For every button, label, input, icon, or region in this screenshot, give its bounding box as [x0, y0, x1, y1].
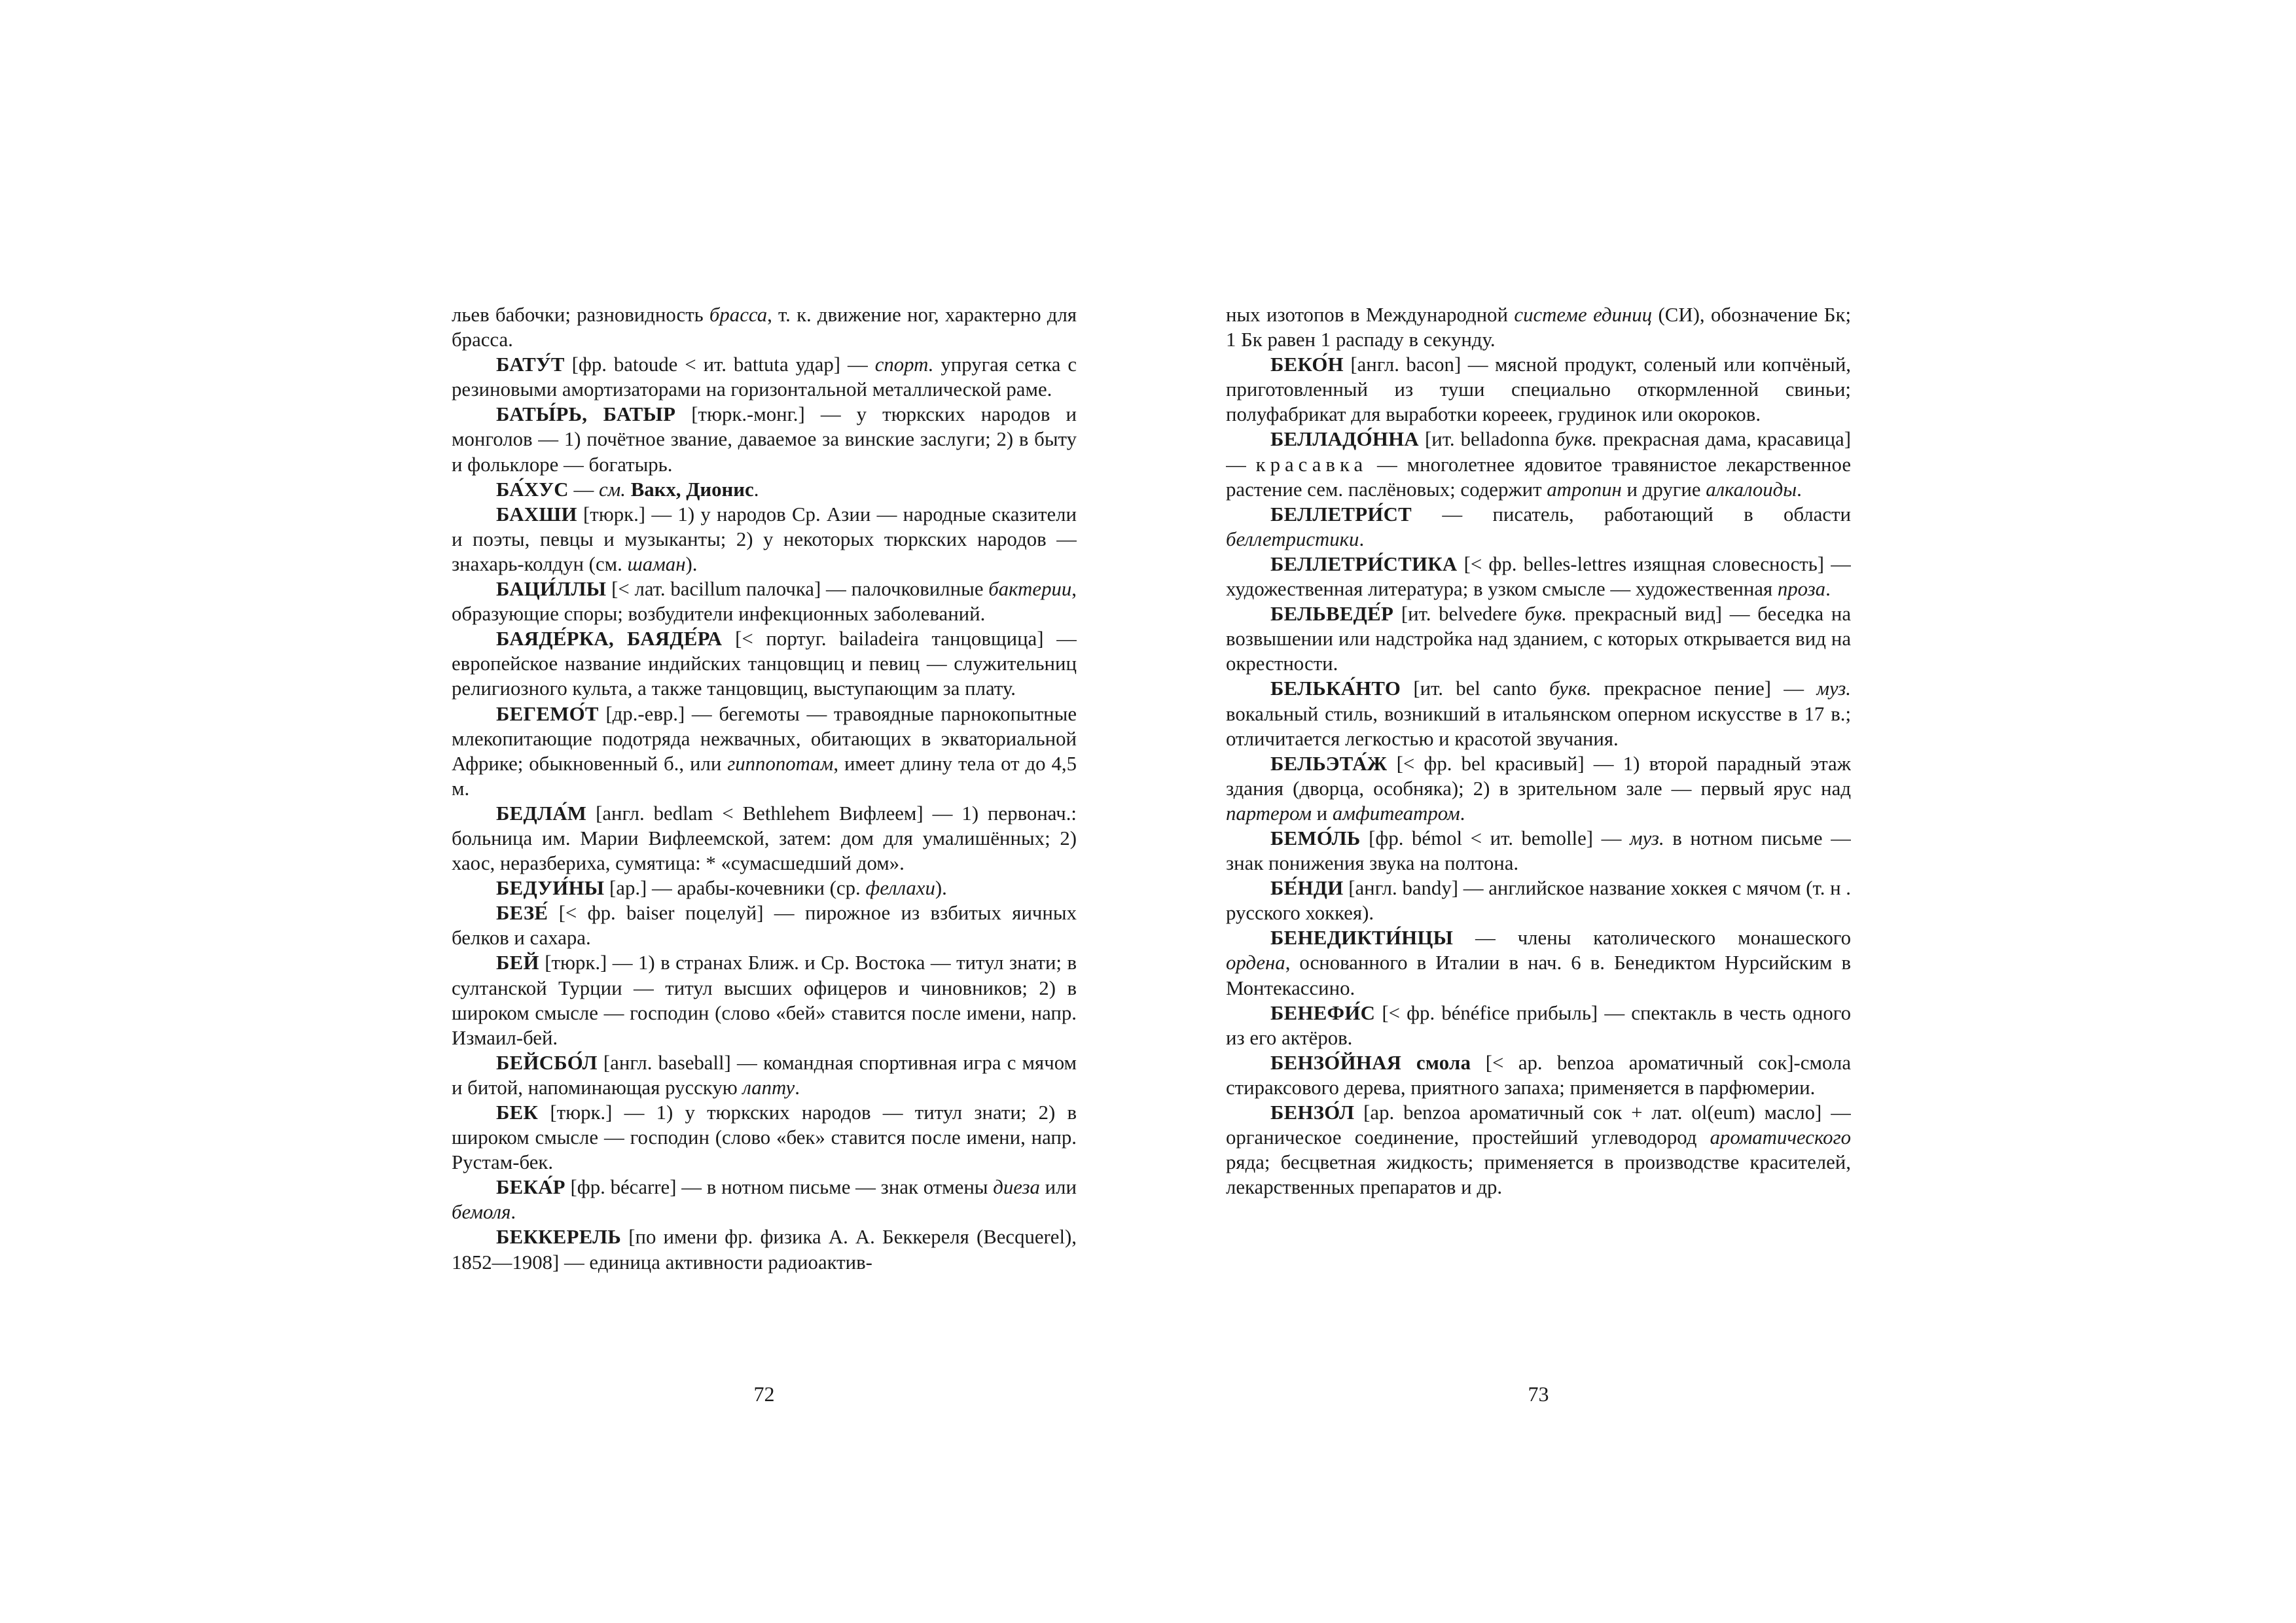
entry-headword: БЕЗЕ́: [496, 902, 548, 925]
italic-term: гиппопотам: [727, 752, 834, 775]
italic-term: амфитеатром: [1332, 802, 1460, 825]
entry-text: [англ. bandy] — английское название хоккея с мячом (т. н . русского хоккея).: [1226, 877, 1851, 925]
entry-text: .: [753, 478, 759, 501]
entry-headword: БЕ́НДИ: [1270, 877, 1344, 900]
entry-text: [ит. bel canto: [1401, 677, 1550, 700]
entry-text: — члены католического монашеского: [1453, 927, 1851, 950]
dictionary-entry: [1226, 1001, 1851, 1050]
dictionary-entry: [1226, 751, 1851, 826]
dictionary-entry: [452, 1100, 1077, 1175]
italic-term: бемоля: [452, 1201, 511, 1224]
italic-term: диеза: [993, 1176, 1040, 1199]
entry-text: прекрасная дама, красавица] —: [1226, 428, 1851, 476]
dictionary-entry: [1226, 502, 1851, 552]
entry-text: [< фр. bénéfice прибыль] — спектакль в честь одного из его актёров.: [1226, 1001, 1851, 1049]
dictionary-entry: [1226, 1050, 1851, 1100]
italic-term: муз.: [1630, 827, 1664, 849]
entry-text: льев бабочки; разновидность: [452, 304, 709, 326]
italic-term: муз.: [1816, 677, 1851, 700]
italic-term: атропин: [1547, 478, 1622, 501]
entry-text: прекрасное пение] —: [1591, 677, 1817, 700]
entry-text: [< ар. benzoa ароматичный сок]-смола стираксового дерева, приятного запаха; применяется в парфюмерии.: [1226, 1051, 1851, 1099]
entry-text: .: [1359, 527, 1365, 550]
entry-text: [< фр. belles-lettres изящная словесность] — художественная литература; в узком смысле — художественная: [1226, 552, 1851, 601]
entry-text: [ит. belvedere: [1393, 603, 1525, 626]
dictionary-entry: [1226, 552, 1851, 601]
entry-headword: БЕНЕДИКТИ́НЦЫ: [1270, 927, 1454, 950]
entry-text: [др.-евр.] — бегемоты — травоядные парнокопытные млекопитающие подотряда нежвачных, обитающих в экваториальной Африке; обыкновенный б., или: [452, 702, 1077, 775]
italic-term: букв.: [1554, 428, 1598, 451]
italic-term: бактерии: [988, 578, 1072, 601]
entry-text: [< лат. bacillum палочка] — палочковилные: [606, 578, 989, 601]
spaced-term: красавка: [1255, 453, 1368, 476]
dictionary-entry: [452, 1175, 1077, 1224]
dictionary-entry: [1226, 925, 1851, 1000]
entry-text: , т. к. движение ног, характерно для брасса.: [452, 304, 1077, 351]
entry-text: [< португ. bailadeira танцовщица] — европейское название индийских танцовщиц и певиц — служительниц религиозного культа, а также танцовщиц, выступающим за плату.: [452, 628, 1077, 700]
dictionary-entry: [452, 801, 1077, 876]
dictionary-entry: [452, 577, 1077, 626]
entry-headword: БЕЛЛАДО́ННА: [1270, 428, 1419, 451]
entry-text: (СИ), обозначение Бк; 1 Бк равен 1 распаду в секунду.: [1226, 304, 1851, 351]
italic-term: ордена: [1226, 952, 1285, 974]
left-page-entries: [452, 302, 1077, 1349]
dictionary-entry: [452, 901, 1077, 950]
entry-headword: БА́ХУС: [496, 478, 569, 501]
entry-headword: БЕЙ: [496, 952, 539, 974]
entry-headword: БЕЛЛЕТРИ́СТ: [1270, 503, 1412, 526]
italic-term: см.: [598, 478, 626, 501]
dictionary-entry: [452, 502, 1077, 577]
entry-text: или: [1039, 1176, 1077, 1199]
entry-text: [по имени фр. физика А. А. Беккереля (Becquerel), 1852—1908] — единица активности радиоактив-: [452, 1226, 1077, 1274]
dictionary-entry: [452, 1050, 1077, 1100]
entry-headword: БЕДУИ́НЫ: [496, 877, 605, 900]
entry-text: , образующие споры; возбудители инфекционных заболеваний.: [452, 578, 1077, 626]
italic-term: ароматического: [1710, 1126, 1851, 1149]
entry-headword: БАЦИ́ЛЛЫ: [496, 578, 607, 601]
entry-headword: БЕНЗО́ЙНАЯ смола: [1270, 1051, 1471, 1074]
right-page: [1226, 302, 1851, 1406]
dictionary-entry: [1226, 676, 1851, 751]
dictionary-entry: [1226, 427, 1851, 501]
entry-text: .: [1825, 578, 1831, 601]
italic-term: спорт.: [874, 353, 934, 376]
entry-text: .: [511, 1201, 516, 1224]
entry-headword: БАХШИ: [496, 503, 577, 526]
entry-headword: БАТЫ́РЬ, БАТЫР: [496, 403, 676, 426]
dictionary-entry: [1226, 1100, 1851, 1200]
entry-text: — многолетнее ядовитое травянистое лекарственное растение сем. паслёновых; содержит: [1226, 453, 1851, 501]
entry-headword: БЕДЛА́М: [496, 802, 587, 825]
dictionary-entry: [452, 950, 1077, 1050]
entry-continuation: [1226, 302, 1851, 352]
entry-headword: БЕНЕФИ́С: [1270, 1001, 1376, 1024]
entry-text: [ар.] — арабы-кочевники (ср.: [604, 877, 866, 900]
entry-text: и: [1311, 802, 1333, 825]
bold-reference: Вакх, Дионис: [630, 478, 754, 501]
entry-text: ).: [935, 877, 947, 900]
italic-term: беллетристики: [1226, 527, 1359, 550]
entry-text: [англ. bacon] — мясной продукт, соленый или копчёный, приготовленный из туши специально откормленной свиньи; полуфабрикат для выработки корееек, грудинок или окороков.: [1226, 353, 1851, 426]
entry-text: в нотном письме — знак понижения звука на полтона.: [1226, 827, 1851, 875]
dictionary-entry: [1226, 876, 1851, 925]
italic-term: феллахи: [865, 877, 935, 900]
entry-headword: БЕКО́Н: [1270, 353, 1344, 376]
entry-headword: БЕКА́Р: [496, 1176, 565, 1199]
entry-headword: БЕЛЛЕТРИ́СТИКА: [1270, 552, 1458, 575]
italic-term: букв.: [1524, 603, 1567, 626]
entry-text: , имеет длину тела от до 4,5 м.: [452, 752, 1077, 800]
entry-text: упругая сетка с резиновыми амортизаторами на горизонтальной металлической раме.: [452, 353, 1077, 401]
italic-term: лапту: [742, 1076, 795, 1099]
entry-headword: БЕЙСБО́Л: [496, 1051, 598, 1074]
dictionary-entry: [1226, 601, 1851, 676]
dictionary-entry: [1226, 352, 1851, 427]
page-number-left: 72: [753, 1382, 775, 1406]
entry-text: [тюрк.-монг.] — у тюркских народов и монголов — 1) почётное звание, даваемое за винские заслуги; 2) в быту и фольклоре — богатырь.: [452, 403, 1077, 476]
entry-text: [626, 478, 631, 501]
entry-text: .: [1460, 802, 1465, 825]
entry-text: [< фр. bel красивый] — 1) второй парадный этаж здания (дворца, особняка); 2) в зрительном зале — первый ярус над: [1226, 752, 1851, 800]
entry-text: .: [1797, 478, 1802, 501]
entry-continuation: [452, 302, 1077, 352]
entry-text: ).: [685, 552, 698, 575]
dictionary-entry: [1226, 826, 1851, 876]
entry-text: ных изотопов в Международной: [1226, 304, 1515, 326]
entry-text: — писатель, работающий в области: [1412, 503, 1851, 526]
entry-text: [англ. bedlam < Bethlehem Вифлеем] — 1) первонач.: больница им. Марии Вифлеемской, затем: дом для умалишённых; 2) хаос, неразбериха, сумятица: * «сумасшедший дом».: [452, 802, 1077, 875]
italic-term: системе единиц: [1514, 304, 1653, 326]
dictionary-entry: [452, 1224, 1077, 1274]
entry-headword: БЕЛЬЭТА́Ж: [1270, 752, 1388, 775]
entry-text: вокальный стиль, возникший в итальянском оперном искусстве в 17 в.; отличитается легкостью и красотой звучания.: [1226, 702, 1851, 750]
entry-text: [фр. bécarre] — в нотном письме — знак отмены: [565, 1176, 994, 1199]
entry-text: —: [568, 478, 599, 501]
entry-text: прекрасный вид] — беседка на возвышении или надстройка над зданием, с которых открывается вид на окрестности.: [1226, 603, 1851, 675]
entry-headword: БЕМО́ЛЬ: [1270, 827, 1361, 849]
entry-headword: БЕККЕРЕЛЬ: [496, 1226, 622, 1249]
entry-text: и другие: [1621, 478, 1706, 501]
dictionary-entry: [452, 402, 1077, 476]
entry-headword: БЕГЕМО́Т: [496, 702, 599, 725]
italic-term: алкалоиды: [1706, 478, 1797, 501]
italic-term: брасса: [709, 304, 768, 326]
entry-text: [англ. baseball] — командная спортивная игра с мячом и битой, напоминающая русскую: [452, 1051, 1077, 1099]
left-page: [452, 302, 1077, 1406]
dictionary-entry: [452, 876, 1077, 901]
right-page-entries: [1226, 302, 1851, 1349]
italic-term: партером: [1226, 802, 1312, 825]
dictionary-entry: [452, 702, 1077, 801]
entry-text: [тюрк.] — 1) у народов Ср. Азии — народные сказители и поэты, певцы и музыканты; 2) у некоторых тюркских народов — знахарь-колдун (см.: [452, 503, 1077, 575]
entry-text: [ар. benzoa ароматичный сок + лат. ol(eum) масло] — органическое соединение, простейший углеводород: [1226, 1101, 1851, 1149]
entry-text: [фр. bémol < ит. bemolle] —: [1360, 827, 1630, 849]
entry-headword: БЕНЗО́Л: [1270, 1101, 1355, 1124]
dictionary-entry: [452, 477, 1077, 502]
italic-term: проза: [1777, 578, 1826, 601]
entry-text: [тюрк.] — 1) у тюркских народов — титул знати; 2) в широком смысле — господин (слово «бек» ставится после имени, напр. Рустам-бек.: [452, 1101, 1077, 1174]
entry-headword: БЕК: [496, 1101, 539, 1124]
entry-text: ряда; бесцветная жидкость; применяется в производстве красителей, лекарственных препаратов и др.: [1226, 1151, 1851, 1199]
entry-text: [< фр. baiser поцелуй] — пирожное из взбитых яичных белков и сахара.: [452, 902, 1077, 950]
entry-text: [фр. batoude < ит. battuta удар] —: [564, 353, 875, 376]
italic-term: шаман: [627, 552, 686, 575]
entry-text: .: [795, 1076, 800, 1099]
entry-headword: БЕЛЬКА́НТО: [1270, 677, 1401, 700]
entry-headword: БЕЛЬВЕДЕ́Р: [1270, 603, 1394, 626]
dictionary-entry: [452, 626, 1077, 701]
entry-text: [тюрк.] — 1) в странах Ближ. и Ср. Востока — титул знати; в султанской Турции — титул высших офицеров и чиновников; 2) в широком смысле — господин (слово «бей» ставится после имени, напр. Измаил-бей.: [452, 952, 1077, 1049]
entry-headword: БАЯДЕ́РКА, БАЯДЕ́РА: [496, 628, 723, 651]
entry-headword: БАТУ́Т: [496, 353, 565, 376]
italic-term: букв.: [1549, 677, 1592, 700]
entry-text: , основанного в Италии в нач. 6 в. Бенедиктом Нурсийским в Монтекассино.: [1226, 952, 1851, 999]
page-number-right: 73: [1528, 1382, 1549, 1406]
entry-text: [ит. belladonna: [1418, 428, 1555, 451]
dictionary-entry: [452, 352, 1077, 402]
